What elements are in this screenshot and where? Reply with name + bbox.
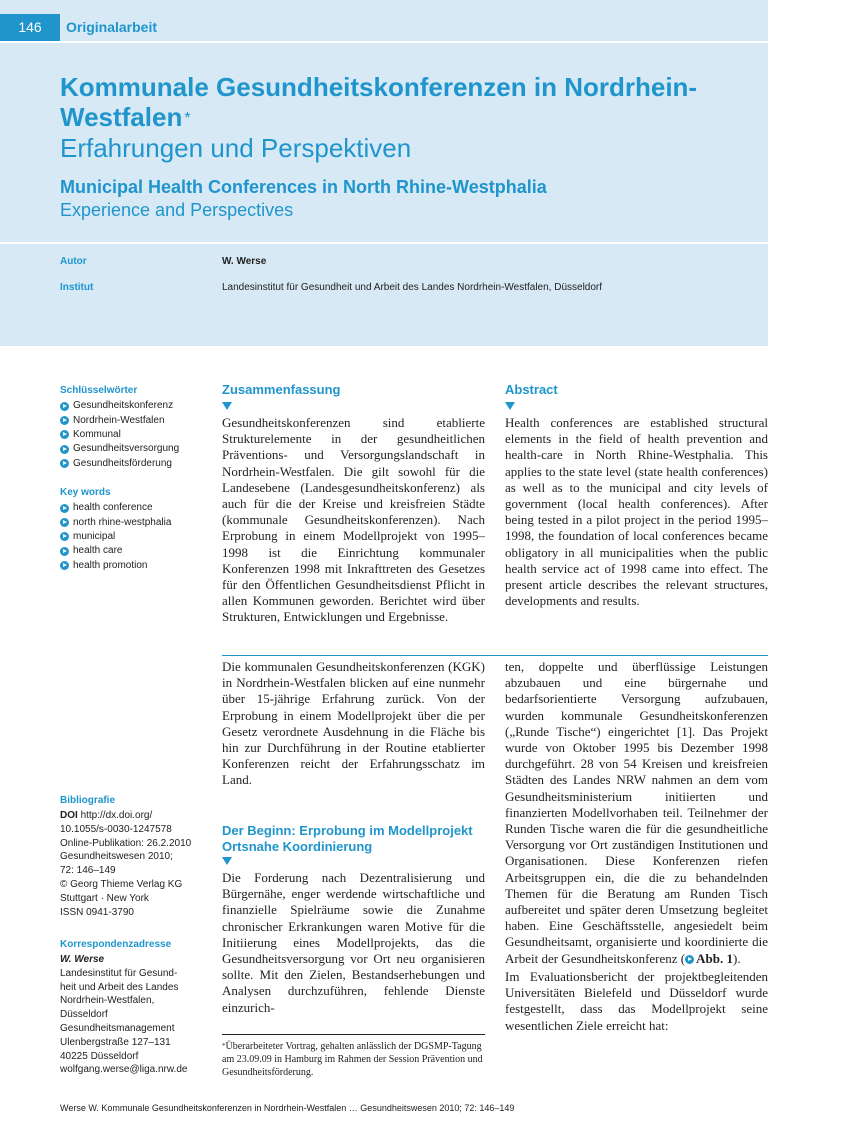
author-name: W. Werse <box>222 256 267 267</box>
bibliography-line: Gesundheitswesen 2010; <box>60 851 173 863</box>
bibliography-heading: Bibliografie <box>60 795 116 806</box>
subtitle-english: Experience and Perspectives <box>60 200 294 220</box>
abstract-german-text: Gesundheitskonferenzen sind etablierte Strukturelemente in der gesundheitlichen Präventions- und Versorgungslandschaft in Nordrhein-Westfalen. Die gilt sowohl für die Landesebene (Landesgesundheitskonferenz) als auch für die der Kreise und kreisfreien Städte (kommunale Gesundheitskonferenzen). Nach Erprobung in einem Modellprojekt von 1995–1998 ist die Einrichtung kommunaler Konferenzen 1998 mit Inkrafttreten des Gesetzes für den Öffentlichen Gesundheitsdienst Pflicht in allen Kommunen geworden. Berichtet wird über Strukturen, Entwicklungen und Ergebnisse. <box>222 415 485 625</box>
arrow-bullet-icon <box>685 955 694 964</box>
body-rule <box>222 655 768 656</box>
keyword-text: Gesundheitsförderung <box>73 457 172 469</box>
section-heading: Der Beginn: Erprobung im Modellprojekt Ortsnahe Koordinierung <box>222 823 473 854</box>
bibliography-line: 72: 146–149 <box>60 865 116 877</box>
arrow-bullet-icon <box>60 416 69 425</box>
correspondence-line: Landesinstitut für Gesund- <box>60 967 178 979</box>
correspondence-line: heit und Arbeit des Landes <box>60 981 179 993</box>
keyword-text: Gesundheitsversorgung <box>73 443 180 455</box>
right-column-text: ten, doppelte und überflüssige Leistungen abzubauen und eine bürgernahe und bedarfsorientierte Versorgung aufzubauen, wurden kommunale Gesundheitskonferenzen („Runde Tische“) eingerichtet [1]. Das Projekt wurde von Oktober 1995 bis Dezember 1998 durchgeführt. 28 von 54 Kreisen und kreisfreien Städten des Landes NRW nahmen an dem vom Gesundheitsministerium initiierten und finanzierten Modellvorhaben teil. Teilnehmer der Runden Tische waren die für die gesundheitliche Versorgung vor Ort zuständigen Institutionen und Organisationen. Diese Konferenzen riefen Arbeitsgruppen ein, die die zu behandelnden Themen für die Beratung am Runden Tisch aufbereitet und später deren Umsetzung begleitet haben. Eine Geschäftsstelle, angesiedelt beim Gesundheitsamt, organisierte und koordinierte die Arbeit der Gesundheitskonferenz ( <box>505 659 768 966</box>
correspondence-email[interactable]: wolfgang.werse@liga.nrw.de <box>60 1064 188 1076</box>
institute-name: Landesinstitut für Gesundheit und Arbeit des Landes Nordrhein-Westfalen, Düsseldorf <box>222 282 603 293</box>
title-english: Municipal Health Conferences in North Rhine-Westphalia <box>60 177 547 197</box>
footnote-text: Überarbeiteter Vortrag, gehalten anlässlich der DGSMP-Tagung am 23.09.09 in Hamburg im Rahmen der Session Prävention und Gesundheitsförderung. <box>222 1041 483 1078</box>
right-column-tail: ). <box>733 950 741 966</box>
right-column-paragraph <box>505 659 768 967</box>
keyword-item <box>60 442 210 456</box>
triangle-down-icon <box>222 402 232 410</box>
arrow-bullet-icon <box>60 518 69 527</box>
title-footnote-mark: * <box>184 110 191 127</box>
correspondence-line: Gesundheitsmanagement <box>60 1022 175 1034</box>
abstract-english-text: Health conferences are established structural elements in the field of health prevention and health-care in North Rhine-Westphalia. This applies to the state level (state health conferences) as well as to the municipal and city levels of government (local health conferences). After being tested in a pilot project in the period 1995–1998, the foundation of local conferences became obligatory in all municipalities when the public health service act of 1998 came into effect. The present article describes the relevant structures, developments and results. <box>505 415 768 609</box>
arrow-bullet-icon <box>60 547 69 556</box>
section-paragraph: Die Forderung nach Dezentralisierung und Bürgernähe, enger werdende wirtschaftliche und finanzielle Spielräume sowie die Zunahme chronischer Erkrankungen waren Motive für die Initiierung eines Modellprojekts, das die Gesundheitsversorgung vor Ort neu organisieren sollte. Mit den Zielen, Bestandserhebungen und Analysen durchzuführen, fehlende Dienste einzurich- <box>222 870 485 1015</box>
bibliography-line: ISSN 0941-3790 <box>60 906 134 918</box>
bibliography-line: 10.1055/s-0030-1247578 <box>60 823 172 835</box>
bibliography-line: © Georg Thieme Verlag KG <box>60 878 183 890</box>
correspondence-heading: Korrespondenzadresse <box>60 939 172 950</box>
header-rule <box>0 41 768 43</box>
arrow-bullet-icon <box>60 402 69 411</box>
keyword-item <box>60 501 210 515</box>
keyword-item <box>60 515 210 529</box>
keyword-item <box>60 399 210 413</box>
figure-reference[interactable]: Abb. 1 <box>696 950 733 966</box>
bibliography-line: Stuttgart · New York <box>60 892 149 904</box>
keyword-text: north rhine-westphalia <box>73 516 172 528</box>
arrow-bullet-icon <box>60 561 69 570</box>
correspondence-name: W. Werse <box>60 954 105 965</box>
intro-paragraph: Die kommunalen Gesundheitskonferenzen (KGK) in Nordrhein-Westfalen blicken auf eine nunmehr über 15-jährige Erfahrung zurück. Von der Erprobung in einem Modellprojekt über die per Gesetz verordnete Ausdehnung in die Fläche bis hin zur Durchführung in der Routine etablierter Konferenzen reicht der Erfahrungsschatz im Land. <box>222 659 485 788</box>
keywords-english-heading: Key words <box>60 487 111 498</box>
title-german-text: Kommunale Gesundheitskonferenzen in Nordrhein-Westfalen <box>60 72 698 132</box>
footnote-rule <box>222 1034 485 1035</box>
triangle-down-icon <box>222 857 232 865</box>
arrow-bullet-icon <box>60 532 69 541</box>
keyword-item <box>60 413 210 427</box>
correspondence-line: Nordrhein-Westfalen, <box>60 995 155 1007</box>
keyword-text: Nordrhein-Westfalen <box>73 414 165 426</box>
keywords-german <box>60 384 210 471</box>
keyword-text: health care <box>73 545 123 557</box>
footnote-mark: * <box>222 1042 226 1050</box>
section-label: Originalarbeit <box>66 19 158 35</box>
correspondence <box>60 938 210 1077</box>
doi-link[interactable]: http://dx.doi.org/ <box>80 810 153 821</box>
title-rule <box>0 242 768 244</box>
arrow-bullet-icon <box>60 445 69 454</box>
footnote <box>222 1040 485 1079</box>
keyword-text: health promotion <box>73 559 148 571</box>
bibliography-line: Online-Publikation: 26.2.2010 <box>60 837 192 849</box>
arrow-bullet-icon <box>60 504 69 513</box>
correspondence-line: Ulenbergstraße 127–131 <box>60 1036 171 1048</box>
keyword-item <box>60 457 210 471</box>
page-number: 146 <box>0 14 60 41</box>
bibliography <box>60 794 210 919</box>
keyword-item <box>60 544 210 558</box>
right-column-paragraph-2: Im Evaluationsbericht der projektbegleitenden Universitäten Bielefeld und Düsseldorf wurde festgestellt, dass das Modellprojekt seine wesentlichen Ziele erreicht hat: <box>505 969 768 1033</box>
keyword-item <box>60 559 210 573</box>
triangle-down-icon <box>505 402 515 410</box>
doi-label: DOI <box>60 810 78 821</box>
doi-line <box>60 809 210 823</box>
keyword-text: health conference <box>73 502 153 514</box>
subtitle-german: Erfahrungen und Perspektiven <box>60 133 412 163</box>
abstract-german-heading: Zusammenfassung <box>222 382 341 397</box>
arrow-bullet-icon <box>60 430 69 439</box>
keywords-english <box>60 486 210 573</box>
title-german <box>60 72 760 132</box>
page-footer: Werse W. Kommunale Gesundheitskonferenzen in Nordrhein-Westfalen … Gesundheitswesen 2010; 72: 146–149 <box>60 1103 515 1113</box>
correspondence-line: 40225 Düsseldorf <box>60 1050 139 1062</box>
keyword-text: Kommunal <box>73 428 121 440</box>
keyword-text: Gesundheitskonferenz <box>73 400 174 412</box>
keyword-item <box>60 530 210 544</box>
author-label: Autor <box>60 256 87 267</box>
keyword-item <box>60 428 210 442</box>
institute-label: Institut <box>60 282 94 293</box>
correspondence-line: Düsseldorf <box>60 1009 108 1021</box>
keyword-text: municipal <box>73 530 116 542</box>
keywords-german-heading: Schlüsselwörter <box>60 385 138 396</box>
header-band <box>0 0 768 346</box>
arrow-bullet-icon <box>60 459 69 468</box>
abstract-english-heading: Abstract <box>505 382 558 397</box>
